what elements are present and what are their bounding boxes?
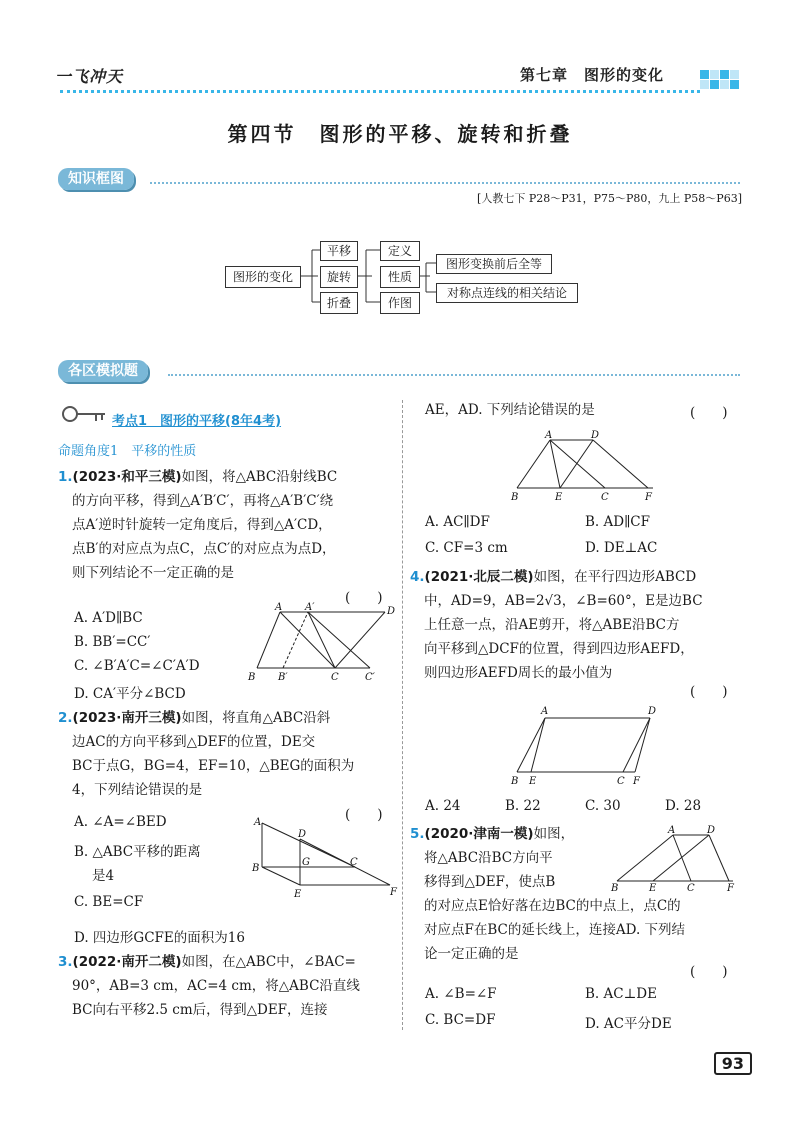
tree-definition: 定义: [380, 241, 420, 261]
q1-option-d[interactable]: D. CA′平分∠BCD: [74, 686, 186, 702]
q1-figure: [245, 600, 400, 685]
q3-fig-label: F: [645, 492, 652, 503]
q2-fig-label: A: [254, 817, 262, 828]
q2-figure: [250, 815, 400, 900]
q5-fig-label: A: [668, 825, 676, 836]
key-icon: [60, 402, 108, 426]
textbook-reference: [人教七下 P28～P31，P75～P80，九上 P58～P63]: [477, 192, 742, 205]
q1-answer-blank[interactable]: ( ): [345, 590, 383, 606]
q5-option-a[interactable]: A. ∠B=∠F: [425, 986, 497, 1002]
q5-option-c[interactable]: C. BC=DF: [425, 1012, 496, 1028]
tree-root: 图形的变化: [225, 266, 301, 288]
knowledge-heading: 知识框图: [58, 168, 134, 188]
q3-answer-blank[interactable]: ( ): [690, 405, 728, 421]
q3-fig-label: C: [601, 492, 609, 503]
q5-fig-label: F: [727, 883, 734, 894]
q5-fig-label: D: [707, 825, 716, 836]
q2-fig-label: G: [302, 857, 310, 868]
question-4: 4.(2021·北辰二模)如图，在平行四边形ABCD 中，AD=9，AB=2√3，∠B=60°，E是边BC 上任意一点，沿AE剪开，将△ABE沿BC方 向平移到△DCF的位置，得到四边形AEFD， 则四边形AEFD周长的最小值为: [410, 569, 703, 681]
q1-fig-label: A′: [305, 602, 315, 613]
q3-option-d[interactable]: D. DE⊥AC: [585, 540, 658, 556]
q4-option-c[interactable]: C. 30: [585, 798, 621, 814]
q4-fig-label: F: [633, 776, 640, 787]
q1-option-a[interactable]: A. A′D∥BC: [74, 610, 143, 626]
q5-figure: [605, 825, 745, 895]
tree-translation: 平移: [320, 241, 358, 261]
brand-logo: 一飞冲天: [55, 67, 124, 86]
tree-congruent: 图形变换前后全等: [436, 254, 552, 274]
q1-fig-label: B′: [278, 672, 288, 683]
q2-fig-label: E: [294, 889, 302, 900]
q4-fig-label: B: [511, 776, 519, 787]
question-3: 3.(2022·南开二模)如图，在△ABC中，∠BAC= 90°，AB=3 cm，AC=4 cm，将△ABC沿直线 BC向右平移2.5 cm后，得到△DEF，连接: [58, 954, 360, 1018]
q3-fig-label: B: [511, 492, 519, 503]
q3-fig-label: A: [545, 430, 553, 441]
q3-fig-label: E: [555, 492, 563, 503]
tree-symmetric: 对称点连线的相关结论: [436, 283, 578, 303]
tree-folding: 折叠: [320, 292, 358, 314]
q2-option-b[interactable]: B. △ABC平移的距离: [74, 844, 201, 860]
knowledge-tree-lines: [0, 0, 800, 400]
chapter-title: 第七章 图形的变化: [520, 66, 665, 84]
q5-answer-blank[interactable]: ( ): [690, 964, 728, 980]
q1-fig-label: C′: [365, 672, 375, 683]
q4-fig-label: D: [648, 706, 657, 717]
q1-fig-label: B: [248, 672, 256, 683]
question-1: 1.(2023·和平三模)如图，将△ABC沿射线BC 的方向平移，得到△A′B′C′，再将△A′B′C′绕 点A′逆时针旋转一定角度后，得到△A′CD， 点B′的对应点为点C，点C′的对应点为点D， 则下列结论不一定正确的是: [58, 469, 338, 581]
tree-rotation: 旋转: [320, 266, 358, 288]
q2-fig-label: C: [350, 857, 358, 868]
q1-option-b[interactable]: B. BB′=CC′: [74, 634, 151, 650]
q3-option-b[interactable]: B. AD∥CF: [585, 514, 651, 530]
q2-option-a[interactable]: A. ∠A=∠BED: [74, 814, 167, 830]
q5-fig-label: B: [611, 883, 619, 894]
q5-fig-label: C: [687, 883, 695, 894]
q4-figure: [505, 700, 665, 790]
exercises-rule: [168, 374, 740, 376]
q5-option-b[interactable]: B. AC⊥DE: [585, 986, 657, 1002]
column-divider: [402, 400, 403, 1030]
q5-option-d[interactable]: D. AC平分DE: [585, 1016, 672, 1032]
page-number: 93: [714, 1052, 752, 1075]
q3-option-c[interactable]: C. CF=3 cm: [425, 540, 508, 556]
question-3-cont: AE，AD. 下列结论错误的是: [425, 402, 595, 418]
question-5: 5.(2020·津南一模)如图， 将△ABC沿BC方向平 移得到△DEF，使点B 的对应点E恰好落在边BC的中点上，点C的 对应点F在BC的延长线上，连接AD. 下列结 论一定正确的是: [410, 826, 686, 962]
q1-fig-label: D: [387, 606, 396, 617]
q4-option-b[interactable]: B. 22: [505, 798, 541, 814]
tree-property: 性质: [380, 266, 420, 288]
q4-option-d[interactable]: D. 28: [665, 798, 702, 814]
q4-fig-label: A: [541, 706, 549, 717]
exercises-heading: 各区模拟题: [58, 360, 148, 380]
q3-figure: [505, 428, 665, 503]
q1-fig-label: C: [331, 672, 339, 683]
q2-answer-blank[interactable]: ( ): [345, 807, 383, 823]
section-title: 第四节 图形的平移、旋转和折叠: [227, 122, 573, 146]
q4-fig-label: C: [617, 776, 625, 787]
q3-fig-label: D: [591, 430, 600, 441]
q2-option-b-cont: 是4: [92, 868, 115, 884]
q2-fig-label: F: [390, 887, 397, 898]
q2-option-c[interactable]: C. BE=CF: [74, 894, 144, 910]
q4-option-a[interactable]: A. 24: [425, 798, 461, 814]
q2-fig-label: D: [298, 829, 307, 840]
q3-option-a[interactable]: A. AC∥DF: [425, 514, 490, 530]
q2-option-d[interactable]: D. 四边形GCFE的面积为16: [74, 930, 245, 946]
q4-answer-blank[interactable]: ( ): [690, 684, 728, 700]
q1-option-c[interactable]: C. ∠B′A′C=∠C′A′D: [74, 658, 200, 674]
q4-fig-label: E: [529, 776, 537, 787]
q5-fig-label: E: [649, 883, 657, 894]
kaodian-title: 考点1 图形的平移(8年4考): [112, 414, 282, 429]
q1-fig-label: A: [275, 602, 283, 613]
q2-fig-label: B: [252, 863, 260, 874]
angle-title: 命题角度1 平移的性质: [58, 444, 197, 459]
tree-construction: 作图: [380, 292, 420, 314]
question-2: 2.(2023·南开三模)如图，将直角△ABC沿斜 边AC的方向平移到△DEF的位置，DE交 BC于点G，BG=4，EF=10，△BEG的面积为 4，下列结论错误的是: [58, 710, 355, 798]
